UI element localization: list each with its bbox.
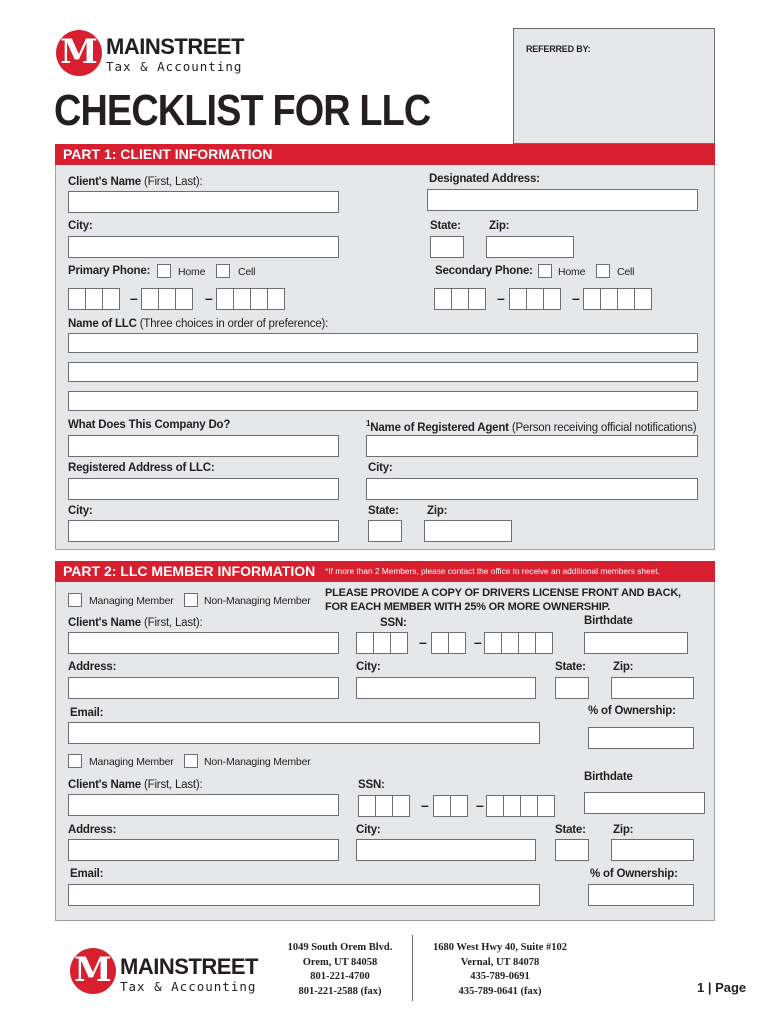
member2-managing-checkbox[interactable]: [68, 754, 82, 768]
part2-note: *If more than 2 Members, please contact the office to receive an additional members sheet.: [325, 566, 660, 576]
phone-dash: –: [205, 290, 213, 306]
secondary-phone-line[interactable]: [583, 288, 651, 310]
office-line: 801-221-4700: [310, 971, 370, 982]
footer-brand-name: MAINSTREET: [120, 954, 258, 979]
primary-phone-area[interactable]: [68, 288, 119, 310]
secondary-phone-area[interactable]: [434, 288, 485, 310]
ssn-dash: –: [421, 797, 429, 813]
office-line: 1680 West Hwy 40, Suite #102: [433, 942, 567, 953]
member1-ssn-area[interactable]: [356, 632, 407, 654]
office-orem: [270, 941, 410, 999]
page-title: CHECKLIST FOR LLC: [54, 86, 431, 135]
member1-ownership-input[interactable]: [588, 727, 694, 749]
secondary-phone-prefix[interactable]: [509, 288, 560, 310]
secondary-home-label: Home: [558, 266, 586, 278]
member1-birthdate-input[interactable]: [584, 632, 688, 654]
registered-address-input[interactable]: [68, 478, 339, 500]
member1-city-input[interactable]: [356, 677, 536, 699]
member2-state-input[interactable]: [555, 839, 589, 861]
member1-state-input[interactable]: [555, 677, 589, 699]
member2-name-label: Client's Name (First, Last):: [68, 779, 203, 791]
footer-divider: [412, 935, 413, 1001]
office-line: 1049 South Orem Blvd.: [287, 942, 393, 953]
member1-name-input[interactable]: [68, 632, 339, 654]
part2-title: PART 2: LLC MEMBER INFORMATION *If more than 2 Members, please contact the office to receive an additional members sheet.: [55, 561, 715, 582]
secondary-cell-checkbox[interactable]: [596, 264, 610, 278]
member1-city-label: City:: [356, 661, 381, 673]
agent-state-label: State:: [368, 505, 399, 517]
zip-label: Zip:: [489, 220, 510, 232]
company-do-label: What Does This Company Do?: [68, 419, 231, 431]
registered-address-label: Registered Address of LLC:: [68, 462, 215, 474]
office-line: Orem, UT 84058: [302, 956, 378, 968]
primary-home-label: Home: [178, 266, 206, 278]
member1-address-label: Address:: [68, 661, 117, 673]
ssn-dash: –: [476, 797, 484, 813]
phone-dash: –: [130, 290, 138, 306]
logo-m-icon: M: [70, 948, 116, 994]
city-label: City:: [68, 220, 93, 232]
member2-zip-label: Zip:: [613, 824, 634, 836]
office-line: 435-789-0641 (fax): [458, 985, 542, 997]
state-input[interactable]: [430, 236, 464, 258]
member2-name-input[interactable]: [68, 794, 339, 816]
member1-state-label: State:: [555, 661, 586, 673]
license-notice-line2: FOR EACH MEMBER WITH 25% OR MORE OWNERSHIP.: [325, 601, 611, 613]
member1-nonmanaging-checkbox[interactable]: [184, 593, 198, 607]
zip-input[interactable]: [486, 236, 574, 258]
logo-m-icon: M: [56, 30, 102, 76]
member2-address-label: Address:: [68, 824, 117, 836]
member2-email-input[interactable]: [68, 884, 540, 906]
member2-email-label: Email:: [70, 868, 104, 880]
agent-zip-label: Zip:: [427, 505, 448, 517]
member1-ssn-serial[interactable]: [484, 632, 552, 654]
registered-agent-label: $^1$Name of Registered Agent (Person receiving official notifications): [366, 419, 697, 434]
state-label: State:: [430, 220, 461, 232]
agent-zip-input[interactable]: [424, 520, 512, 542]
primary-phone-line[interactable]: [216, 288, 284, 310]
secondary-cell-label: Cell: [617, 266, 635, 278]
registered-city-input[interactable]: [68, 520, 339, 542]
page-number: 1 | Page: [697, 980, 747, 995]
member1-ssn-label: SSN:: [380, 617, 407, 629]
secondary-home-checkbox[interactable]: [538, 264, 552, 278]
company-do-input[interactable]: [68, 435, 339, 457]
member2-birthdate-input[interactable]: [584, 792, 705, 814]
part1-title: PART 1: CLIENT INFORMATION: [55, 144, 715, 165]
phone-dash: –: [497, 290, 505, 306]
footer-logo: [70, 946, 260, 996]
member1-nonmanaging-label: Non-Managing Member: [204, 595, 311, 607]
primary-home-checkbox[interactable]: [157, 264, 171, 278]
llc-name-label: Name of LLC (Three choices in order of preference):: [68, 318, 329, 330]
referred-by-label: REFERRED BY:: [526, 44, 591, 54]
llc-name-choice-2[interactable]: [68, 362, 698, 382]
member2-address-input[interactable]: [68, 839, 339, 861]
member1-managing-checkbox[interactable]: [68, 593, 82, 607]
member1-address-input[interactable]: [68, 677, 339, 699]
member2-city-label: City:: [356, 824, 381, 836]
member2-ssn-area[interactable]: [358, 795, 409, 817]
member2-ownership-label: % of Ownership:: [590, 868, 678, 880]
footer-brand-tagline: Tax & Accounting: [120, 979, 257, 994]
member2-ssn-group[interactable]: [433, 795, 467, 817]
agent-city-input[interactable]: [366, 478, 698, 500]
member2-ssn-serial[interactable]: [486, 795, 554, 817]
member1-zip-input[interactable]: [611, 677, 694, 699]
member2-ssn-label: SSN:: [358, 779, 385, 791]
office-line: Vernal, UT 84078: [460, 956, 540, 968]
member1-email-label: Email:: [70, 707, 104, 719]
member2-state-label: State:: [555, 824, 586, 836]
client-name-input[interactable]: [68, 191, 339, 213]
office-vernal: [415, 941, 585, 999]
primary-cell-label: Cell: [238, 266, 256, 278]
agent-state-input[interactable]: [368, 520, 402, 542]
phone-dash: –: [572, 290, 580, 306]
member2-nonmanaging-label: Non-Managing Member: [204, 756, 311, 768]
llc-name-choice-1[interactable]: [68, 333, 698, 353]
member1-birthdate-label: Birthdate: [584, 615, 633, 627]
member1-ownership-label: % of Ownership:: [588, 705, 676, 717]
member1-zip-label: Zip:: [613, 661, 634, 673]
member2-nonmanaging-checkbox[interactable]: [184, 754, 198, 768]
member2-ownership-input[interactable]: [588, 884, 694, 906]
secondary-phone-label: Secondary Phone:: [435, 265, 533, 277]
member2-birthdate-label: Birthdate: [584, 771, 633, 783]
member1-email-input[interactable]: [68, 722, 540, 744]
primary-cell-checkbox[interactable]: [216, 264, 230, 278]
primary-phone-label: Primary Phone:: [68, 265, 151, 277]
ssn-dash: –: [419, 634, 427, 650]
registered-city-label: City:: [68, 505, 93, 517]
member2-zip-input[interactable]: [611, 839, 694, 861]
office-line: 435-789-0691: [470, 971, 530, 982]
ssn-dash: –: [474, 634, 482, 650]
office-line: 801-221-2588 (fax): [298, 985, 382, 997]
city-input[interactable]: [68, 236, 339, 258]
registered-agent-input[interactable]: [366, 435, 698, 457]
designated-address-input[interactable]: [427, 189, 698, 211]
member1-ssn-group[interactable]: [431, 632, 465, 654]
primary-phone-prefix[interactable]: [141, 288, 192, 310]
client-name-label: Client's Name (First, Last):: [68, 176, 203, 188]
license-notice-line1: PLEASE PROVIDE A COPY OF DRIVERS LICENSE FRONT AND BACK,: [325, 587, 681, 599]
brand-tagline: Tax & Accounting: [106, 59, 243, 74]
header-logo: [56, 28, 246, 78]
designated-address-label: Designated Address:: [429, 173, 540, 185]
member2-city-input[interactable]: [356, 839, 536, 861]
llc-name-choice-3[interactable]: [68, 391, 698, 411]
member1-name-label: Client's Name (First, Last):: [68, 617, 203, 629]
brand-name: MAINSTREET: [106, 34, 244, 59]
member1-managing-label: Managing Member: [89, 595, 174, 607]
agent-city-label: City:: [368, 462, 393, 474]
member2-managing-label: Managing Member: [89, 756, 174, 768]
